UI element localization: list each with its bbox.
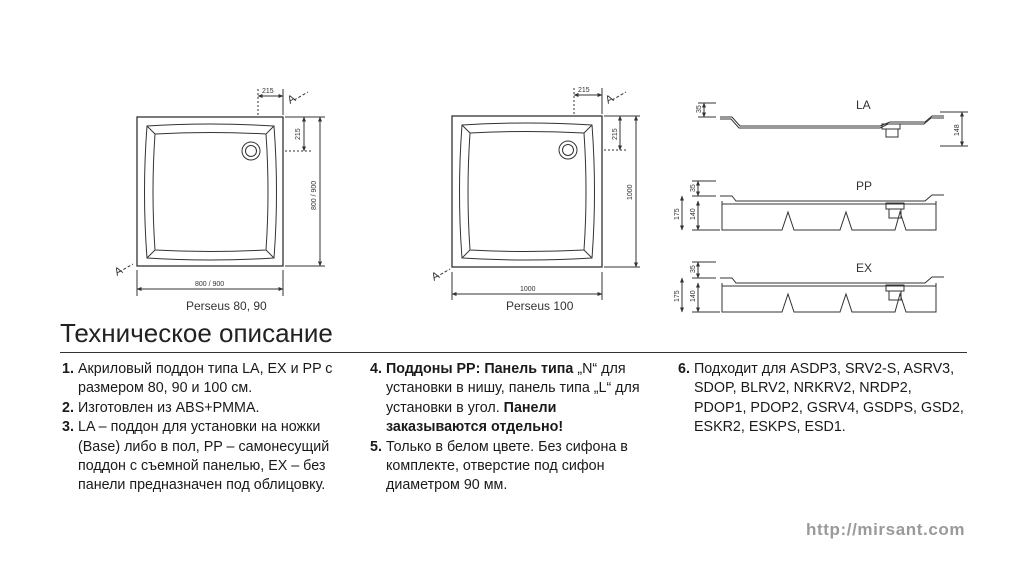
profile-pp-dim-total: 175 [674, 208, 681, 220]
profile-la-dim-top: 35 [696, 105, 703, 113]
website-watermark: http://mirsant.com [806, 520, 966, 539]
tray-drawing-100 [436, 88, 640, 300]
profile-pp-dim-top: 35 [690, 184, 697, 192]
profile-la-dim-right: 148 [954, 124, 961, 136]
tray1-dim-side: 215 [295, 128, 302, 140]
profile-ex-label: EX [856, 261, 873, 275]
profile-ex [682, 262, 944, 312]
spec-item-3: 3. LA – поддон для установки на ножки (Base) либо в пол, PP – самонесущий поддон с съемной панелью, EX – без панели предназначен под облицовку. [62, 419, 330, 494]
tray-drawing-80-90 [119, 89, 325, 296]
tray1-dim-width: 800 / 900 [195, 281, 225, 288]
spec-item-6: 6. Подходит для ASDP3, SRV2-S, ASRV3, SDOP, BLRV2, NRKRV2, NRDP2, PDOP1, PDOP2, GSRV4, GSDPS, GSD2, ESKR2, ESKPS, ESD1. [678, 361, 964, 436]
tray1-section-mark-top: A [285, 92, 298, 107]
tray2-dim-width: 1000 [520, 286, 536, 293]
spec-column-2 [370, 360, 660, 496]
profile-la-label: LA [856, 98, 871, 112]
profile-pp-dim-side: 140 [690, 208, 697, 220]
heading-divider [60, 352, 967, 353]
tray1-dim-height: 800 / 900 [311, 180, 318, 210]
profile-pp [682, 181, 944, 230]
profile-la [698, 103, 968, 146]
tray2-section-mark-bottom: A [429, 269, 442, 284]
tray2-dim-top: 215 [578, 87, 590, 94]
spec-column-1 [62, 360, 362, 496]
spec-item-4: 4. Поддоны PP: Панель типа „N“ для установки в нишу, панель типа „L“ для установки в угол. Панели заказываются отдельно! [370, 361, 640, 436]
profile-pp-label: PP [856, 179, 873, 193]
profile-ex-dim-total: 175 [674, 290, 681, 302]
tray1-caption: Perseus 80, 90 [186, 299, 267, 313]
spec-item-2: 2. Изготовлен из ABS+PMMA. [62, 399, 260, 416]
tray1-section-mark-bottom: A [112, 264, 125, 279]
spec-item-1: 1. Акриловый поддон типа LA, EX и PP с размером 80, 90 и 100 см. [62, 361, 333, 397]
tray1-dim-top: 215 [262, 88, 274, 95]
tray2-dim-side: 215 [612, 128, 619, 140]
spec-column-3 [678, 360, 968, 438]
tray2-caption: Perseus 100 [506, 299, 574, 313]
profile-ex-dim-side: 140 [690, 290, 697, 302]
tray2-dim-height: 1000 [627, 184, 634, 200]
section-heading: Техническое описание [60, 318, 333, 348]
tray2-section-mark-top: A [603, 92, 616, 107]
profile-ex-dim-top: 35 [690, 265, 697, 273]
spec-item-5: 5. Только в белом цвете. Без сифона в комплекте, отверстие под сифон диаметром 90 мм. [370, 438, 628, 494]
